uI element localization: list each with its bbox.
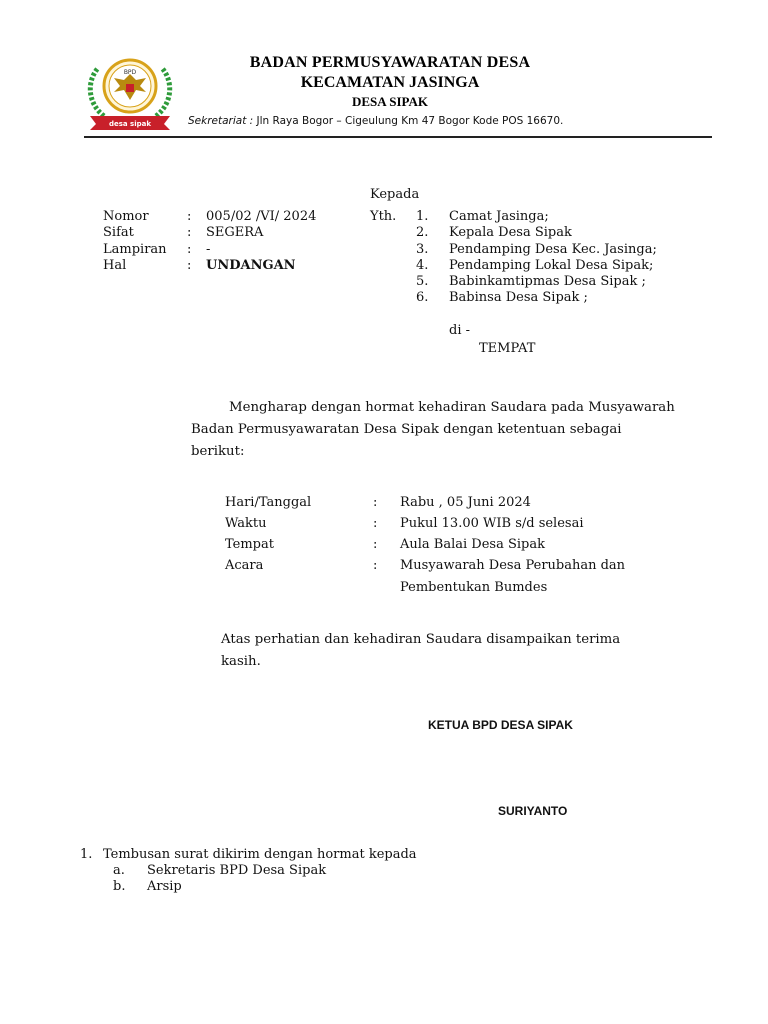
header-divider <box>84 136 712 138</box>
meta-sep: : <box>187 258 192 273</box>
tembusan-item: Sekretaris BPD Desa Sipak <box>147 863 327 878</box>
recipient-num: 3. <box>416 242 429 257</box>
tembusan-item: Arsip <box>147 879 182 894</box>
tembusan-letter: b. <box>113 879 126 894</box>
opening-line: Badan Permusyawaratan Desa Sipak dengan ketentuan sebagai <box>191 422 622 437</box>
meta-value-nomor: 005/02 /VI/ 2024 <box>206 209 317 224</box>
detail-value-date: Rabu , 05 Juni 2024 <box>400 495 531 510</box>
kepada-label: Kepada <box>370 187 420 202</box>
meta-label-nomor: Nomor <box>103 209 149 224</box>
meta-value-lampiran: - <box>206 242 211 257</box>
recipient-name: Babinkamtipmas Desa Sipak ; <box>449 274 646 289</box>
tempat-label: TEMPAT <box>479 341 536 356</box>
meta-label-sifat: Sifat <box>103 225 134 240</box>
detail-sep: : <box>373 537 378 552</box>
org-subtitle: KECAMATAN JASINGA <box>300 74 480 91</box>
meta-value-hal: UNDANGAN <box>206 258 296 273</box>
detail-label-date: Hari/Tanggal <box>225 495 312 510</box>
closing-line: kasih. <box>221 654 261 669</box>
opening-line: berikut: <box>191 444 245 459</box>
opening-line: Mengharap dengan hormat kehadiran Saudara pada Musyawarah <box>229 400 675 415</box>
detail-sep: : <box>373 516 378 531</box>
di-label: di - <box>449 323 471 338</box>
tembusan-text: Tembusan surat dikirim dengan hormat kepada <box>103 847 417 862</box>
detail-value-time: Pukul 13.00 WIB s/d selesai <box>400 516 584 531</box>
recipient-num: 4. <box>416 258 429 273</box>
secretariat-address: Jln Raya Bogor – Cigeulung Km 47 Bogor Kode POS 16670. <box>256 115 564 127</box>
recipient-name: Pendamping Desa Kec. Jasinga; <box>449 242 657 257</box>
recipient-num: 6. <box>416 290 429 305</box>
signature-title: KETUA BPD DESA SIPAK <box>428 718 573 732</box>
detail-label-place: Tempat <box>225 537 274 552</box>
recipient-num: 5. <box>416 274 429 289</box>
recipient-name: Pendamping Lokal Desa Sipak; <box>449 258 654 273</box>
recipient-num: 2. <box>416 225 429 240</box>
meta-sep: : <box>187 225 192 240</box>
detail-sep: : <box>373 558 378 573</box>
tembusan-letter: a. <box>113 863 125 878</box>
recipient-name: Camat Jasinga; <box>449 209 549 224</box>
closing-line: Atas perhatian dan kehadiran Saudara disampaikan terima <box>221 632 621 647</box>
yth-label: Yth. <box>370 209 397 224</box>
tembusan-num: 1. <box>80 847 93 862</box>
logo-ribbon-text: desa sipak <box>108 120 152 128</box>
secretariat-label: Sekretariat : <box>188 115 254 127</box>
org-title: BADAN PERMUSYAWARATAN DESA <box>249 54 531 71</box>
detail-value-agenda: Musyawarah Desa Perubahan dan <box>400 558 626 573</box>
detail-value-agenda-cont: Pembentukan Bumdes <box>400 580 548 595</box>
bpd-logo <box>84 52 176 132</box>
detail-value-place: Aula Balai Desa Sipak <box>400 537 545 552</box>
detail-label-agenda: Acara <box>225 558 264 573</box>
meta-label-hal: Hal <box>103 258 127 273</box>
recipient-num: 1. <box>416 209 429 224</box>
secretariat-line <box>188 115 563 127</box>
detail-sep: : <box>373 495 378 510</box>
recipient-name: Kepala Desa Sipak <box>449 225 572 240</box>
detail-label-time: Waktu <box>225 516 267 531</box>
meta-sep: : <box>187 242 192 257</box>
opening-paragraph <box>191 397 711 463</box>
meta-sep: : <box>187 209 192 224</box>
meta-label-lampiran: Lampiran <box>103 242 167 257</box>
logo-text: BPD <box>123 69 137 76</box>
signature-name: SURIYANTO <box>498 804 568 818</box>
org-village: DESA SIPAK <box>352 94 428 109</box>
recipient-name: Babinsa Desa Sipak ; <box>449 290 588 305</box>
meta-value-sifat: SEGERA <box>206 225 264 240</box>
